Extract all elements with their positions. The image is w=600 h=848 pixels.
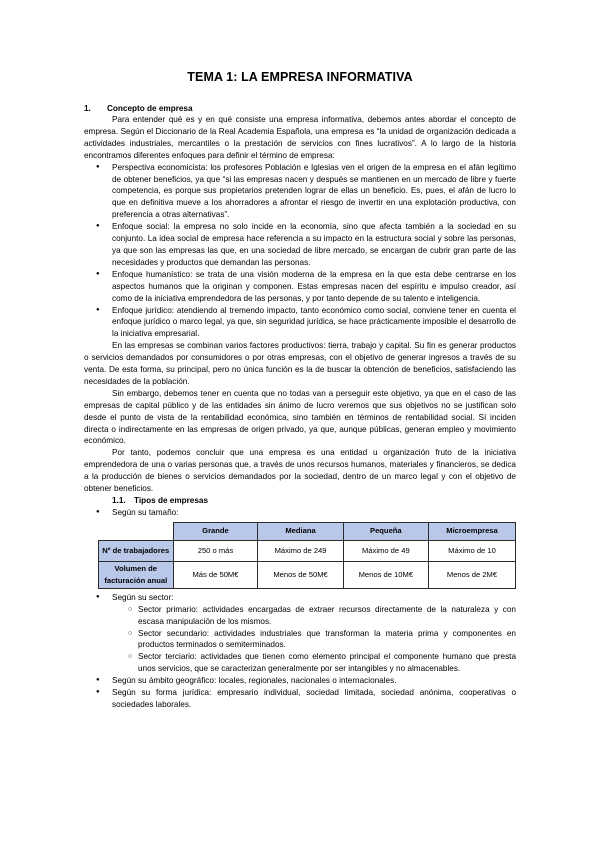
sector-label: Según su sector: [112,592,174,602]
types-list [84,507,516,519]
table-cell: Menos de 50M€ [258,561,343,588]
list-item: ○ Sector secundario: actividades industriales que transforman la materia prima y componentes en productos terminados o semiterminados. [84,628,516,652]
body-paragraph: Sin embargo, debemos tener en cuenta que no todas van a perseguir este objetivo, ya que en el caso de las empresas de capital público y de las entidades sin ánimo de lucro veremos que sus objetivos no se justifican solo desde el punto de vista de la rentabilidad económica, sino también en términos de rentabilidad social. Sí inciden directa o indirectamente en las empresas de origen privado, ya que, aunque públicas, generan empleo y movimiento económico. [84,388,516,446]
page-title: TEMA 1: LA EMPRESA INFORMATIVA [187,70,413,84]
list-item: ● Según su forma jurídica: empresario individual, sociedad limitada, sociedad anónima, cooperativas o sociedades laborales. [84,687,516,711]
table-header: Mediana [258,522,343,540]
subsection-heading [84,495,516,507]
list-item: ● Según su tamaño: [84,507,516,519]
table-cell: Máximo de 10 [429,540,516,561]
list-item: ○ Sector terciario: actividades que tienen como elemento principal el componente humano que presta unos servicios, que se caracterizan generalmente por ser intangibles y no almacenables. [84,651,516,675]
types-list-end [84,675,516,711]
table-header: Grande [173,522,258,540]
list-item: ○ Sector primario: actividades encargadas de extraer recursos directamente de la naturaleza y con escasa manipulación de los mismos. [84,604,516,628]
list-item: ● Enfoque social: la empresa no solo incide en la economía, sino que afecta también a la sociedad en su conjunto. La idea social de empresa hace referencia a su impacto en la estructura social y sobre las personas, ya que son las empresas las que, en una sociedad de libre mercado, se encargan de cubrir gran parte de las necesidades y productos que demandan las personas. [84,221,516,269]
section-title: Concepto de empresa [107,104,193,113]
table-row [99,540,516,561]
subsection-title: Tipos de empresas [134,496,209,505]
list-item: ● Enfoque jurídico: atendiendo al tremendo impacto, tanto económico como social, conviene tener en cuenta el enfoque jurídico o marco legal, ya que, sin seguridad jurídica, se hace prácticamente imposible el desarrollo de la iniciativa empresarial. [84,305,516,341]
table-header: Pequeña [343,522,428,540]
table-cell: Máximo de 249 [258,540,343,561]
document-body [84,114,516,711]
table-cell: Menos de 2M€ [429,561,516,588]
size-table [98,522,516,589]
body-paragraph: En las empresas se combinan varios factores productivos: tierra, trabajo y capital. Su fin es generar productos o servicios demandados por consumidores o por otras empresas, con el objetivo de generar ingresos a través de su venta. De esta forma, su principal, pero no única función es la de buscar la obtención de beneficios, satisfaciendo las necesidades de la población. [84,341,516,386]
list-item: ● Según su ámbito geográfico: locales, regionales, nacionales o internacionales. [84,675,516,687]
table-cell: Más de 50M€ [173,561,258,588]
approaches-list [84,162,516,341]
table-row [99,561,516,588]
table-cell: Menos de 10M€ [343,561,428,588]
table-corner [99,522,174,540]
list-item [84,592,516,604]
table-cell: Máximo de 49 [343,540,428,561]
body-paragraph: Por tanto, podemos concluir que una empresa es una entidad u organización fruto de la iniciativa emprendedora de una o varias personas que, a través de unos recursos humanos, materiales y financieros, se dedica a la producción de bienes o servicios demandados por la sociedad, dentro de un marco legal y con el objetivo de obtener beneficios. [84,448,516,494]
row-header: Nº de trabajadores [99,540,174,561]
table-cell: 250 o más [173,540,258,561]
intro-paragraph: Para entender qué es y en qué consiste una empresa informativa, debemos antes abordar el concepto de empresa. Según el Diccionario de la Real Academia Española, una empresa es “la unidad de organización dedicada a actividades industriales, mercantiles o la prestación de servicios con fines lucrativos”. A lo largo de la historia encontramos diferentes enfoques para definir el término de empresa: [84,115,516,160]
types-list-cont [84,592,516,604]
table-header: Microempresa [429,522,516,540]
sectors-list [84,604,516,675]
list-item: ● Enfoque humanístico: se trata de una visión moderna de la empresa en la que esta debe centrarse en los aspectos humanos que la originan y componen. Estas empresas nacen del espíritu e impulso creador, así como de la iniciativa emprendedora de las personas, y por tanto depende de su talento e inteligencia. [84,269,516,305]
list-item: ● Perspectiva economicista: los profesores Población e Iglesias ven el origen de la empresa en el afán legítimo de obtener beneficios, ya que “si las empresas nacen y después se mantienen en un mercado de libre y fuerte competencia, es porque sus propietarios pretenden lograr de ellas un beneficio. Es, pues, el afán de lucro lo que en definitiva mueve a los ahorradores a afrontar el riesgo de invertir en una explotación productiva, con preferencia a otras alternativas”. [84,162,516,222]
section-number: 1. [84,104,91,113]
subsection-number: 1.1. [112,496,126,505]
row-header: Volumen de facturación anual [99,561,174,588]
